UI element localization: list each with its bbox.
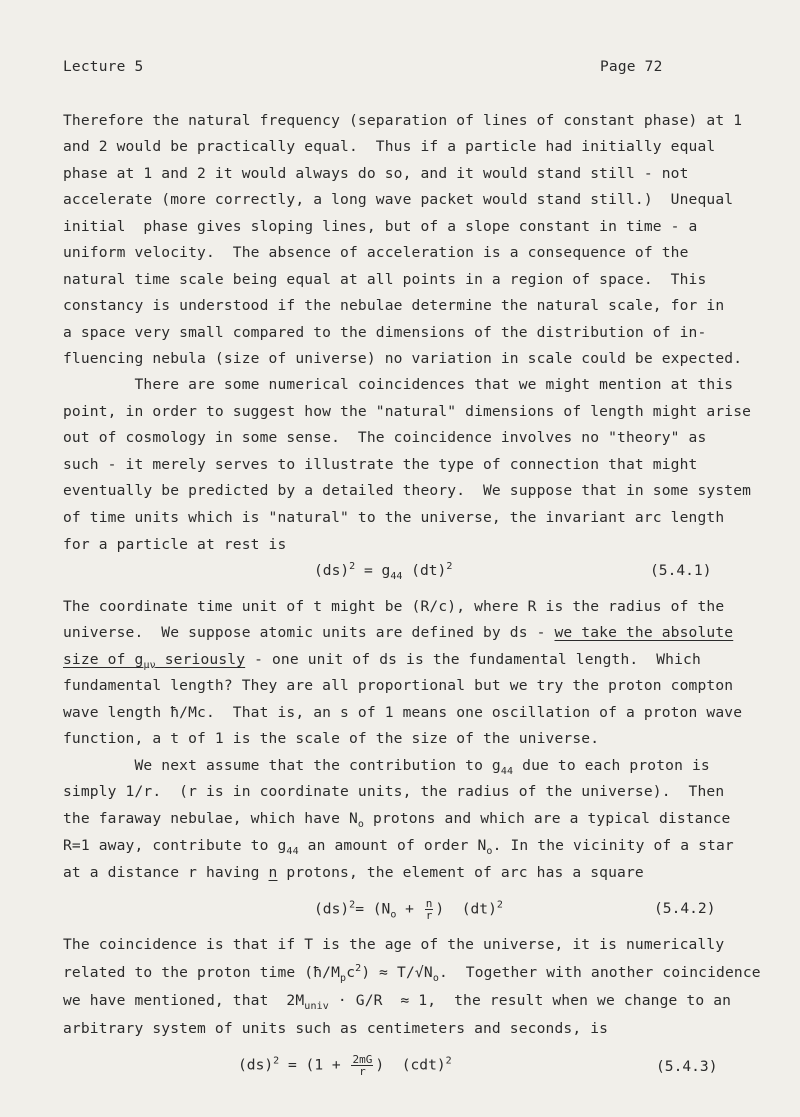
text-line: for a particle at rest is [63, 536, 287, 553]
text-line: natural time scale being equal at all points in a region of space. This [63, 271, 707, 288]
text-line: point, in order to suggest how the "natural" dimensions of length might arise [63, 403, 752, 420]
text-line: We next assume that the contribution to $g_{44}$ due to each proton is [63, 757, 710, 777]
text-line: phase at 1 and 2 it would always do so, and it would stand still - not [63, 165, 689, 182]
text-line: The coincidence is that if T is the age of the universe, it is numerically [63, 936, 725, 953]
text-line: eventually be predicted by a detailed theory. We suppose that in some system [63, 482, 752, 499]
text-line: universe. We suppose atomic units are defined by ds - we take the absolute [63, 624, 734, 641]
text-line: such - it merely serves to illustrate the type of connection that might [63, 456, 698, 473]
equation-5-4-1: $(ds)^2 = g_{44}$ (dt)$^2$ [314, 561, 453, 582]
equation-number: (5.4.1) [650, 562, 712, 579]
text-line: initial phase gives sloping lines, but of a slope constant in time - a [63, 218, 698, 235]
equation-5-4-2: $(ds)^2= (N_o$ + $\frac{n}{r}$ ) (dt)$^2$ [314, 897, 503, 922]
equation-5-4-3: (ds)$^2$ = (1 + $\frac{2mG}{r}$ ) (cdt)$^2$ [238, 1053, 452, 1078]
text-line: accelerate (more correctly, a long wave packet would stand still.) Unequal [63, 191, 734, 208]
text-line: a space very small compared to the dimensions of the distribution of in- [63, 324, 707, 341]
text-line: out of cosmology in some sense. The coincidence involves no "theory" as [63, 429, 707, 446]
page-number: Page 72 [600, 59, 663, 75]
text-line: function, a t of 1 is the scale of the size of the universe. [63, 730, 600, 747]
text-line: There are some numerical coincidences that we might mention at this [63, 376, 734, 393]
lecture-label: Lecture 5 [63, 59, 144, 75]
text-line: wave length ħ/Mc. That is, an s of 1 means one oscillation of a proton wave [63, 704, 743, 721]
text-line: uniform velocity. The absence of acceleration is a consequence of the [63, 244, 689, 261]
fraction-2mG-over-r: $\frac{2mG}{r}$ [352, 1053, 373, 1078]
text-line: of time units which is "natural" to the universe, the invariant arc length [63, 509, 725, 526]
text-line: arbitrary system of units such as centimeters and seconds, is [63, 1020, 609, 1037]
text-line: fluencing nebula (size of universe) no variation in scale could be expected. [63, 350, 743, 367]
text-line: related to the proton time $(ħ/M_pc^2) \approx T/√N_o$. Together with another coincidence [63, 963, 761, 984]
text-line: and 2 would be practically equal. Thus if a particle had initially equal [63, 138, 716, 155]
text-line: Therefore the natural frequency (separation of lines of constant phase) at 1 [63, 112, 743, 129]
text-line: fundamental length? They are all proportional but we try the proton compton [63, 677, 734, 694]
text-line: The coordinate time unit of t might be (R/c), where R is the radius of the [63, 598, 725, 615]
equation-number: (5.4.2) [654, 900, 716, 917]
text-line: at a distance r having n protons, the element of arc has a square [63, 864, 644, 881]
text-line: simply 1/r. (r is in coordinate units, the radius of the universe). Then [63, 783, 725, 800]
text-line: size of $g_{\mu\nu}$ seriously - one unit of ds is the fundamental length. Which [63, 651, 701, 671]
fraction-n-over-r: $\frac{n}{r}$ [425, 897, 433, 922]
text-line: R=1 away, contribute to $g_{44}$ an amount of order $N_o$. In the vicinity of a star [63, 837, 734, 857]
equation-number: (5.4.3) [656, 1058, 718, 1075]
text-line: the faraway nebulae, which have $N_o$ protons and which are a typical distance [63, 810, 731, 830]
text-line: constancy is understood if the nebulae determine the natural scale, for in [63, 297, 725, 314]
text-line: we have mentioned, that $2M_{univ} \cdot G/R \approx 1$, the result when we change to an [63, 992, 732, 1012]
